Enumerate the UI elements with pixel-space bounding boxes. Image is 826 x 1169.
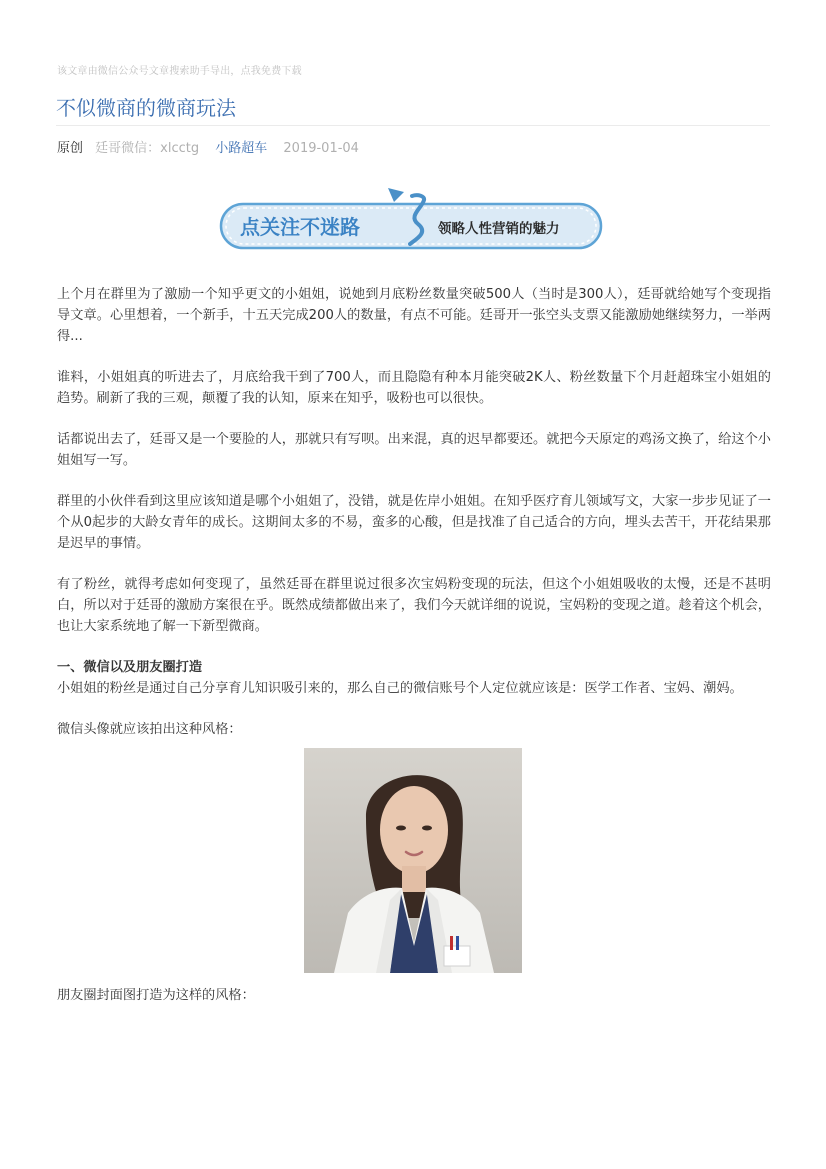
banner-arrow-icon: [388, 188, 404, 202]
section-heading: 一、微信以及朋友圈打造: [57, 660, 203, 675]
export-note-link[interactable]: 该文章由微信公众号文章搜索助手导出，点我免费下载: [57, 66, 302, 77]
follow-banner: [218, 186, 604, 252]
avatar-caption: 微信头像就应该拍出这种风格：: [57, 722, 242, 737]
title-divider: [56, 125, 770, 126]
cover-caption: 朋友圈封面图打造为这样的风格：: [57, 988, 255, 1003]
paragraph-1: 上个月在群里为了激励一个知乎更文的小姐姐，说她到月底粉丝数量突破500人（当时是300人），廷哥就给她写个变现指导文章。心里想着，一个新手，十五天完成200人的数量，有点不可能。廷哥开一张空头支票又能激励她继续努力，一举两得...: [57, 287, 771, 344]
avatar-example-photo: [304, 748, 522, 973]
paragraph-2: 谁料，小姐姐真的听进去了，月底给我干到了700人，而且隐隐有种本月能突破2K人、粉丝数量下个月赶超珠宝小姐姐的趋势。刷新了我的三观，颠覆了我的认知，原来在知乎，吸粉也可以很快。: [57, 370, 771, 406]
paragraph-4: 群里的小伙伴看到这里应该知道是哪个小姐姐了，没错，就是佐岸小姐姐。在知乎医疗育儿领域写文，大家一步步见证了一个从0起步的大龄女青年的成长。这期间太多的不易，蛮多的心酸，但是找准了自己适合的方向，埋头去苦干，开花结果那是迟早的事情。: [57, 494, 771, 551]
paragraph-3: 话都说出去了，廷哥又是一个要脸的人，那就只有写呗。出来混，真的迟早都要还。就把今天原定的鸡汤文换了，给这个小姐姐写一写。: [57, 432, 771, 468]
article-body: [57, 284, 771, 760]
doctor-portrait-image: [304, 748, 522, 973]
author-info: 廷哥微信：xlcctg: [95, 141, 200, 156]
original-badge: 原创: [57, 141, 84, 156]
article-meta: [57, 140, 359, 158]
article-title: 不似微商的微商玩法: [56, 96, 236, 120]
banner-left-text: 点关注不迷路: [240, 215, 360, 239]
section-text: 小姐姐的粉丝是通过自己分享育儿知识吸引来的，那么自己的微信账号个人定位就应该是：医学工作者、宝妈、潮妈。: [57, 681, 743, 696]
account-name-link[interactable]: 小路超车: [215, 141, 268, 156]
paragraph-5: 有了粉丝，就得考虑如何变现了，虽然廷哥在群里说过很多次宝妈粉变现的玩法，但这个小姐姐吸收的太慢，还是不甚明白，所以对于廷哥的激励方案很在乎。既然成绩都做出来了，我们今天就详细的说说，宝妈粉的变现之道。趁着这个机会，也让大家系统地了解一下新型微商。: [57, 577, 771, 634]
banner-right-text: 领略人性营销的魅力: [438, 221, 560, 237]
publish-date: 2019-01-04: [283, 141, 359, 156]
